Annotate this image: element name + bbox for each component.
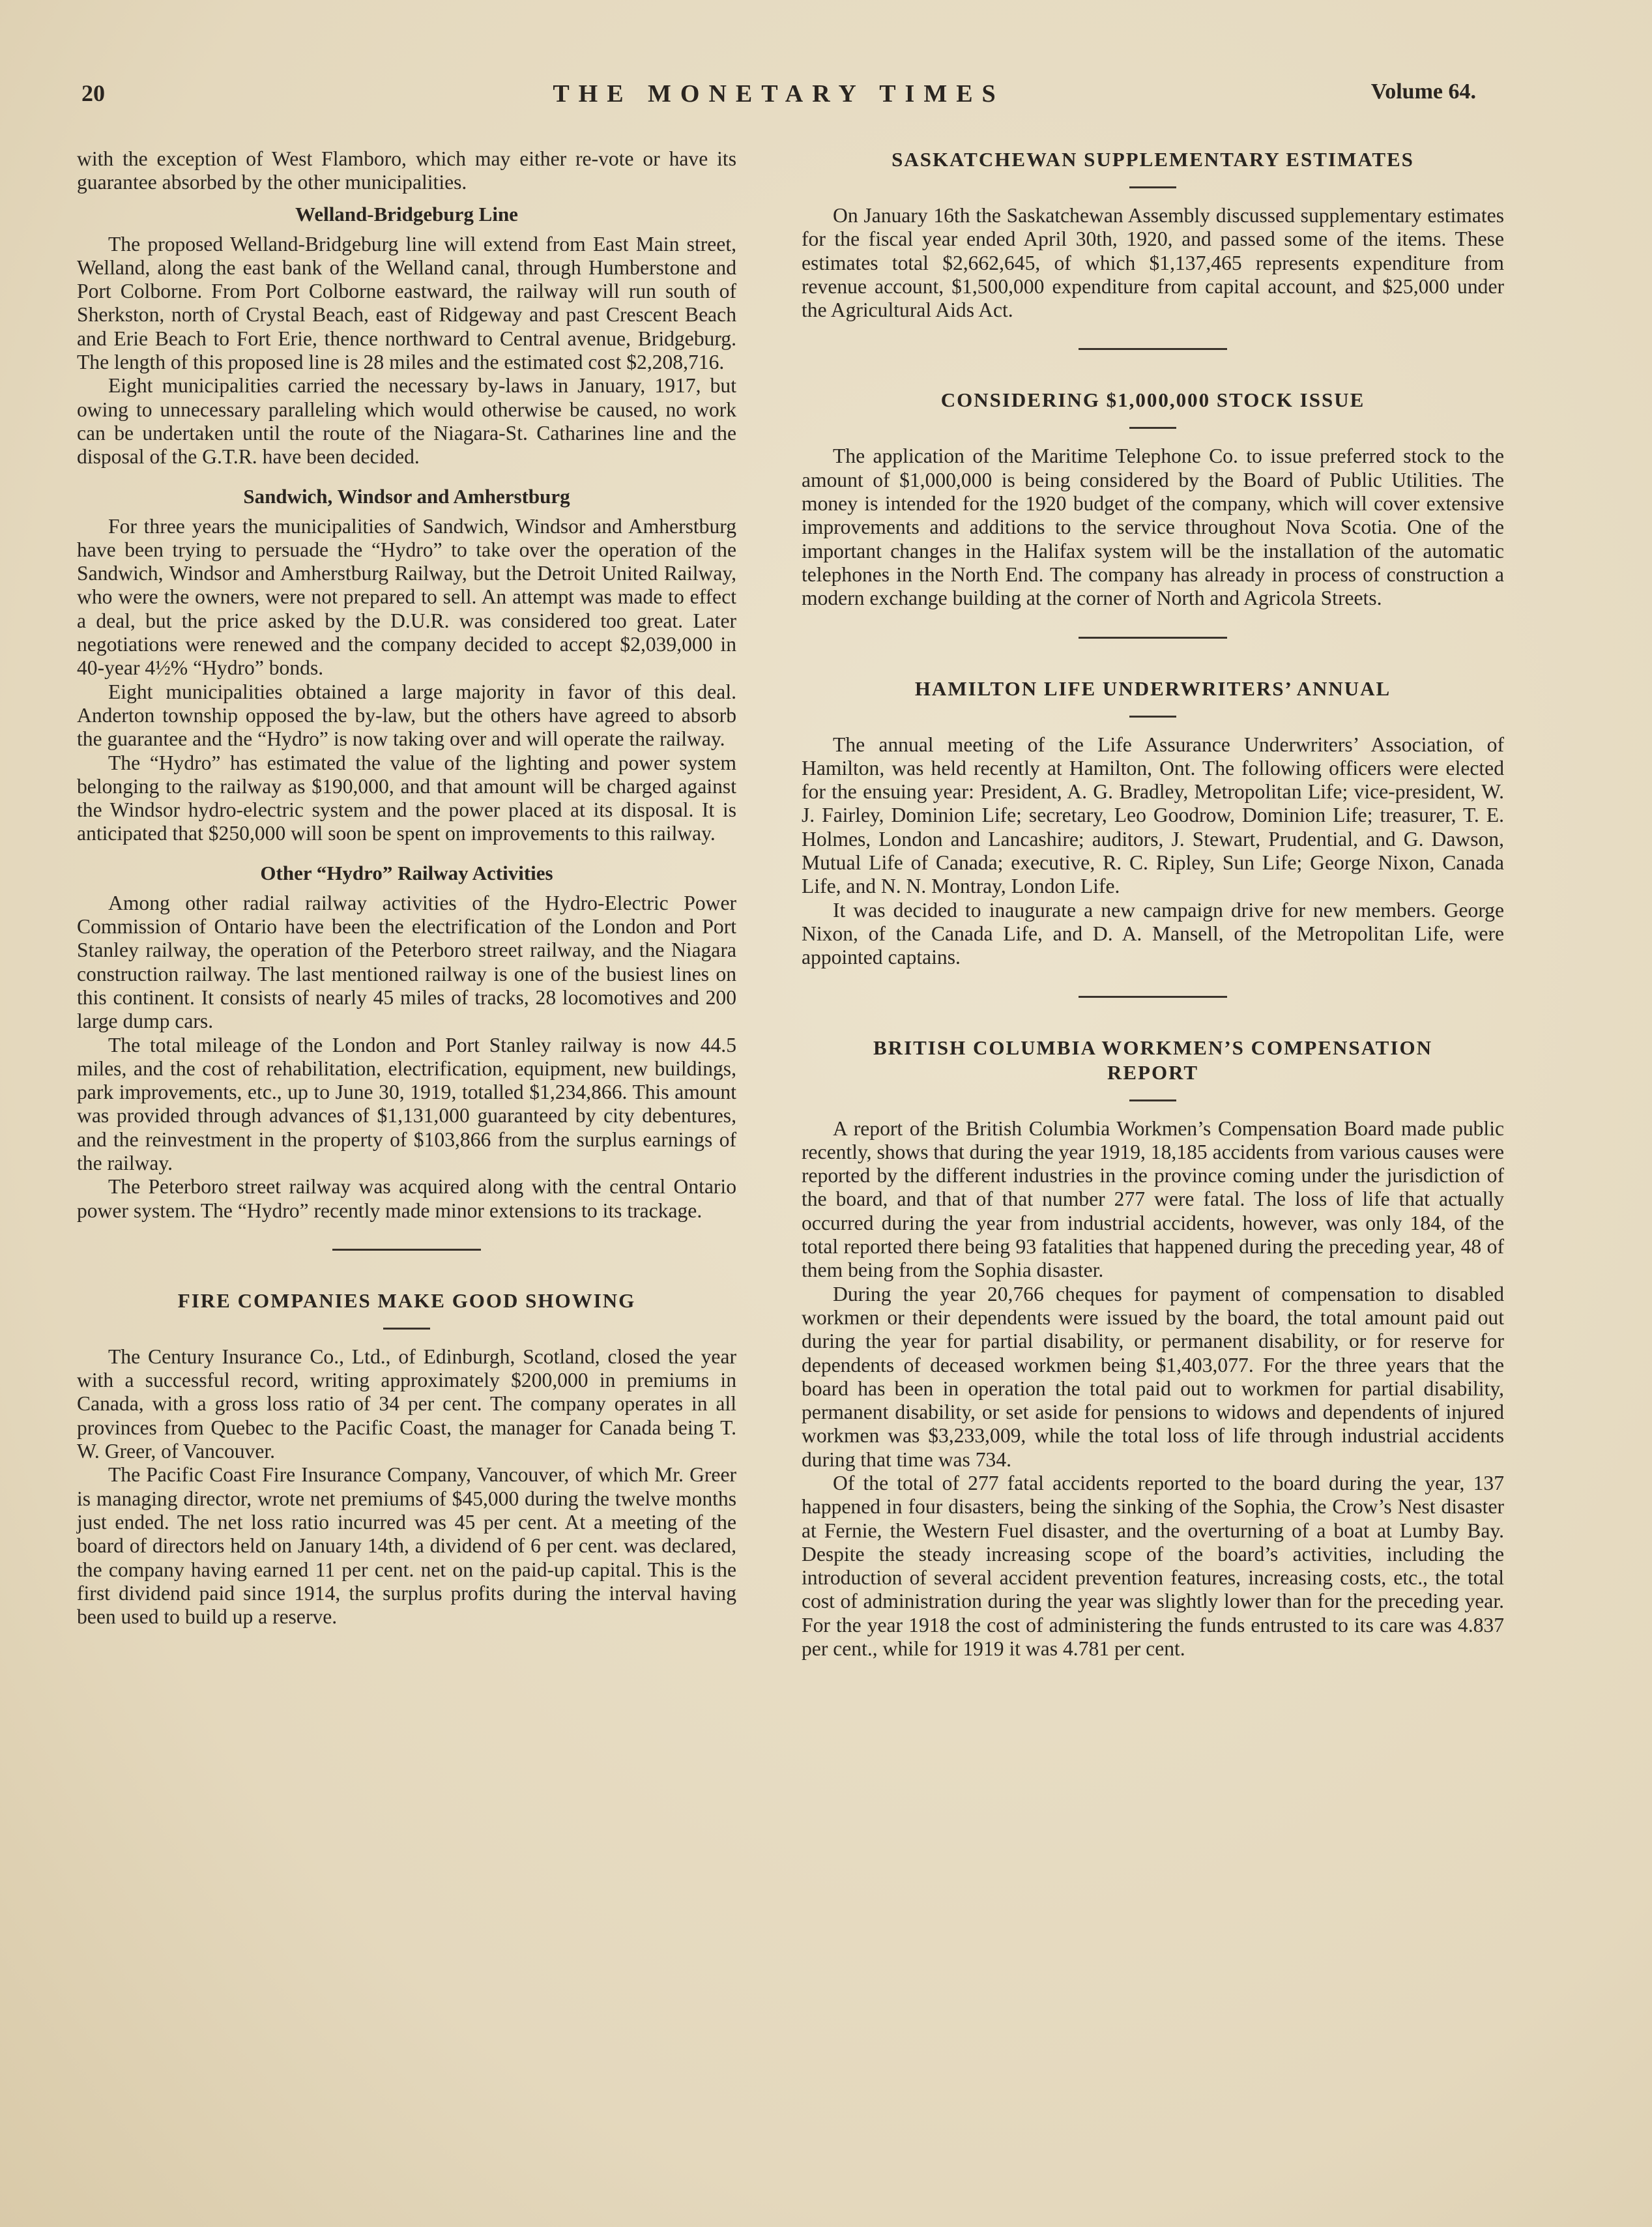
article-divider	[332, 1249, 481, 1251]
headline-bc-compensation-line2: REPORT	[1107, 1060, 1199, 1084]
section-heading-sandwich: Sandwich, Windsor and Amherstburg	[243, 484, 570, 508]
headline-dash	[1129, 716, 1176, 718]
paragraph: A report of the British Columbia Workmen’s Compensation Board made public recently, shows that during the year 1919, 18,185 accidents from various causes were reported by the different industries in the province coming under the jurisdiction of the board, and that of that number 277 were fatal. The loss of life that actually occurred during the year from industrial accidents, however, was only 184, of the total reported there being 93 fatalities that happened during the preceding year, 48 of them being from the Sophia disaster.	[802, 1116, 1504, 1282]
paragraph: The annual meeting of the Life Assurance Underwriters’ Association, of Hamilton, was held recently at Hamilton, Ont. The following officers were elected for the ensuing year: President, A. G. Bradley, Metropolitan Life; vice-president, W. J. Fairley, Dominion Life; secretary, Leo Goodrow, Dominion Life; treasurer, T. E. Holmes, London and Lancashire; auditors, J. Stewart, Prudential, and G. Dawson, Mutual Life of Canada; executive, R. C. Ripley, Sun Life; George Nixon, Canada Life, and N. N. Montray, London Life.	[802, 733, 1504, 898]
running-head	[81, 80, 1476, 119]
paragraph: The Peterboro street railway was acquired along with the central Ontario power system. The “Hydro” recently made minor extensions to its trackage.	[77, 1175, 736, 1222]
section-heading-welland: Welland-Bridgeburg Line	[295, 202, 518, 226]
headline-dash	[1129, 186, 1176, 188]
headline-bc-compensation: BRITISH COLUMBIA WORKMEN’S COMPENSATION	[873, 1036, 1432, 1059]
page-number: 20	[81, 80, 105, 106]
left-column	[77, 147, 736, 1629]
paragraph: Of the total of 277 fatal accidents reported to the board during the year, 137 happened in four disasters, being the sinking of the Sophia, the Crow’s Nest disaster at Fernie, the Western Fuel disaster, and the overturning of a boat at Lumby Bay. Despite the steady increasing scope of the board’s activities, including the introduction of several accident prevention features, increasing costs, etc., the total cost of administration during the year was slightly lower than for the preceding year. For the year 1918 the cost of administering the funds entrusted to its care was 4.837 per cent., while for 1919 it was 4.781 per cent.	[802, 1471, 1504, 1661]
paragraph: The “Hydro” has estimated the value of the lighting and power system belonging to the railway as $190,000, and that amount will be charged against the Windsor hydro-electric system and the power placed at its disposal. It is anticipated that $250,000 will soon be spent on improvements to this railway.	[77, 751, 736, 845]
paragraph: During the year 20,766 cheques for payment of compensation to disabled workmen or their dependents were issued by the board, the total amount paid out during the year for partial disability, or permanent disability, or for reserve for dependents of deceased workmen being $1,403,077. For the three years that the board has been in operation the total paid out to workmen for partial disability, permanent disability, or set aside for pensions to widows and dependents of injured workmen was $3,233,009, while the total loss of life through industrial accidents during that time was 734.	[802, 1282, 1504, 1471]
headline-dash	[1129, 427, 1176, 429]
paragraph: Eight municipalities obtained a large majority in favor of this deal. Anderton township opposed the by-law, but the others have agreed to absorb the guarantee and the “Hydro” is now taking over and will operate the railway.	[77, 680, 736, 751]
headline-saskatchewan: SASKATCHEWAN SUPPLEMENTARY ESTIMATES	[891, 148, 1414, 171]
paragraph: For three years the municipalities of Sandwich, Windsor and Amherstburg have been trying to persuade the “Hydro” to take over the operation of the Sandwich, Windsor and Amherstburg Railway, but the Detroit United Railway, who were the owners, were not prepared to sell. An attempt was made to effect a deal, but the price asked by the D.U.R. was considered too great. Later negotiations were renewed and the company decided to accept $2,039,000 in 40-year 4½% “Hydro” bonds.	[77, 514, 736, 680]
continued-paragraph: with the exception of West Flamboro, which may either re-vote or have its guarantee absorbed by the other municipalities.	[77, 147, 736, 194]
right-column	[802, 147, 1504, 1661]
article-divider	[1079, 996, 1227, 998]
paragraph: The proposed Welland-Bridgeburg line will extend from East Main street, Welland, along the east bank of the Welland canal, through Humberstone and Port Colborne. From Port Colborne eastward, the railway will run south of Sherkston, north of Crystal Beach, east of Ridgeway and past Crescent Beach and Erie Beach to Fort Erie, thence northward to Central avenue, Bridgeburg. The length of this proposed line is 28 miles and the estimated cost $2,208,716.	[77, 232, 736, 374]
paragraph: The Pacific Coast Fire Insurance Company, Vancouver, of which Mr. Greer is managing director, wrote net premiums of $45,000 during the twelve months just ended. The net loss ratio incurred was 45 per cent. At a meeting of the board of directors held on January 14th, a dividend of 6 per cent. was declared, the company having earned 11 per cent. net on the paid-up capital. This is the first dividend paid since 1914, the surplus profits during the interval having been used to build up a reserve.	[77, 1463, 736, 1629]
paragraph: The application of the Maritime Telephone Co. to issue preferred stock to the amount of $1,000,000 is being considered by the Board of Public Utilities. The money is intended for the 1920 budget of the company, which will cover extensive improvements and additions to the service throughout Nova Scotia. One of the important changes in the Halifax system will be the installation of the automatic telephones in the North End. The company has already in process of construction a modern exchange building at the corner of North and Agricola Streets.	[802, 444, 1504, 610]
paragraph: It was decided to inaugurate a new campaign drive for new members. George Nixon, of the Canada Life, and D. A. Mansell, of the Metropolitan Life, were appointed captains.	[802, 898, 1504, 969]
paragraph: The total mileage of the London and Port Stanley railway is now 44.5 miles, and the cost of rehabilitation, electrification, equipment, new buildings, park improvements, etc., up to June 30, 1919, totalled $1,234,866. This amount was provided through advances of $1,131,000 guaranteed by city debentures, and the reinvestment in the property of $103,866 from the surplus earnings of the railway.	[77, 1033, 736, 1174]
paragraph: The Century Insurance Co., Ltd., of Edinburgh, Scotland, closed the year with a successful record, writing approximately $200,000 in premiums in Canada, with a gross loss ratio of 34 per cent. The company operates in all provinces from Quebec to the Pacific Coast, the manager for Canada being T. W. Greer, of Vancouver.	[77, 1345, 736, 1463]
headline-hamilton: HAMILTON LIFE UNDERWRITERS’ ANNUAL	[914, 677, 1391, 700]
headline-fire-companies: FIRE COMPANIES MAKE GOOD SHOWING	[177, 1288, 636, 1312]
article-divider	[1079, 348, 1227, 350]
paragraph: On January 16th the Saskatchewan Assembly discussed supplementary estimates for the fiscal year ended April 30th, 1920, and passed some of the items. These estimates total $2,662,645, of which $1,137,465 represents expenditure from revenue account, $1,500,000 expenditure from capital account, and $25,000 under the Agricultural Aids Act.	[802, 204, 1504, 322]
headline-dash	[1129, 1099, 1176, 1101]
headline-dash	[383, 1328, 430, 1330]
paragraph: Among other radial railway activities of the Hydro-Electric Power Commission of Ontario have been the electrification of the London and Port Stanley railway, the operation of the Peterboro street railway, and the Niagara construction railway. The last mentioned railway is one of the busiest lines on this continent. It consists of nearly 45 miles of tracks, 28 locomotives and 200 large dump cars.	[77, 891, 736, 1033]
article-divider	[1079, 637, 1227, 639]
headline-stock-issue: CONSIDERING $1,000,000 STOCK ISSUE	[940, 388, 1365, 412]
section-heading-other-hydro: Other “Hydro” Railway Activities	[260, 861, 553, 884]
journal-title: THE MONETARY TIMES	[553, 80, 1005, 108]
paragraph: Eight municipalities carried the necessary by-laws in January, 1917, but owing to unnecessary paralleling which would otherwise be caused, no work can be undertaken until the route of the Niagara-St. Catharines line and the disposal of the G.T.R. have been decided.	[77, 374, 736, 469]
volume-label: Volume 64.	[1370, 80, 1476, 104]
